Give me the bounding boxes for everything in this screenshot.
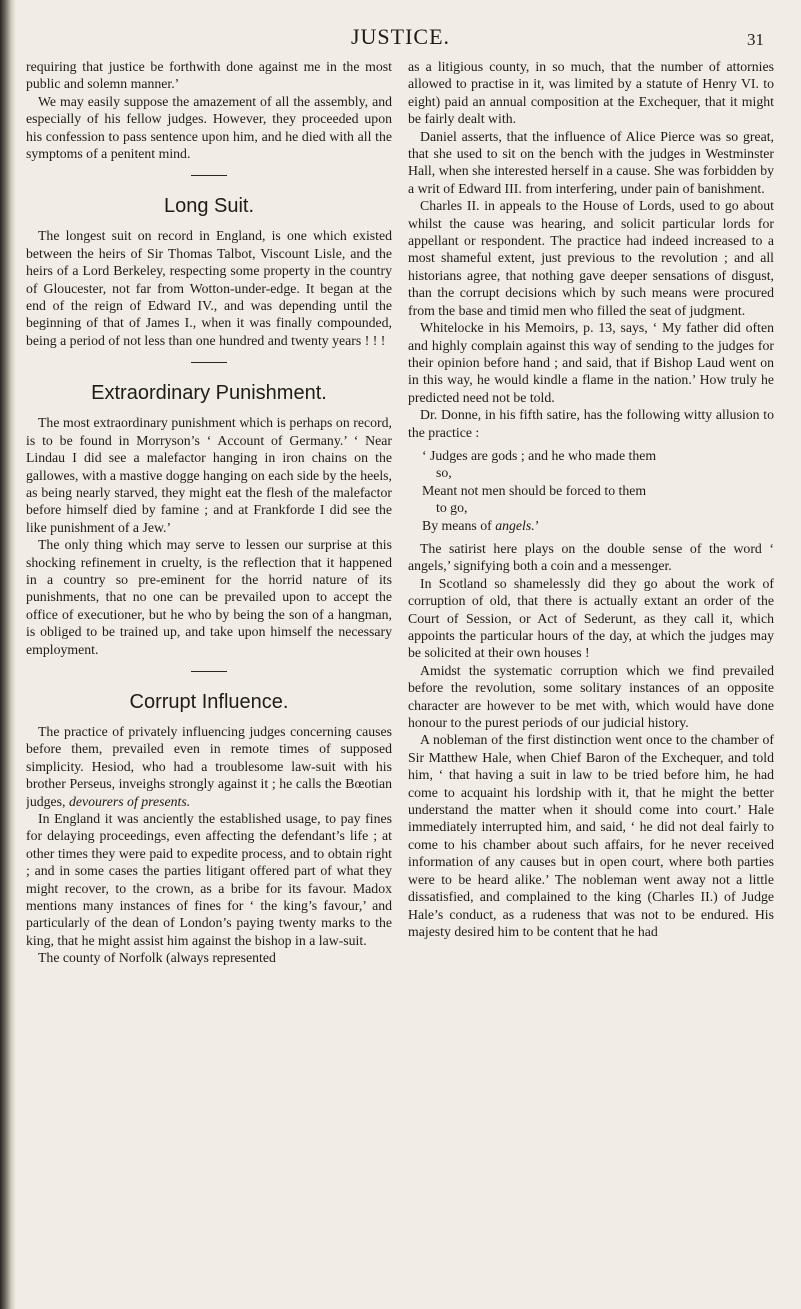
- paragraph: In Scotland so shamelessly did they go about the work of corruption of old, that there is actually extant an order of the Court of Session, or Act of Sederunt, as they call it, which appoints the particular hours of the day, at which the judges may be solicited at their own houses !: [408, 575, 774, 661]
- left-column: [26, 58, 392, 1298]
- paragraph: Dr. Donne, in his fifth satire, has the following witty allusion to the practice :: [408, 407, 774, 440]
- section-divider: [191, 362, 227, 363]
- section-heading-extraordinary-punishment: Extraordinary Punishment.: [91, 382, 327, 405]
- section-divider: [191, 671, 227, 672]
- paragraph: In England it was anciently the established usage, to pay fines for delaying proceedings, even affecting the defendant’s life ; at other times they were paid to expedite process, and to obtain right ; and in some cases the parties litigant offered part of what they might recover, to the crown, as a bribe for its favour. Madox mentions many instances of fines for ‘ the king’s favour,’ and particularly of the dean of London’s paying twenty marks to the king, that he might assist him against the bishop in a law-suit.: [26, 811, 392, 948]
- paragraph: Whitelocke in his Memoirs, p. 13, says, ‘ My father did often and highly complain against this way of sending to the judges for their opinion before hand ; and said, that if Bishop Laud went on in this way, he would kindle a flame in the nation.’ How truly he predicted need not be told.: [408, 320, 774, 405]
- page-number: 31: [747, 30, 764, 49]
- paragraph-text: The practice of privately influencing judges concerning causes before them, prevailed even in remote times of supposed simplicity. Hesiod, who had a troublesome law-suit with his brother Perseus, inveighs strongly against it ; he calls the Bœotian judges,: [26, 723, 392, 809]
- paragraph: The most extraordinary punishment which is perhaps on record, is to be found in Morryson’s ‘ Account of Germany.’ ‘ Near Lindau I did see a malefactor hanging in iron chains on the gallowes, with a mastive dogge hanging on each side by the heels, as being nearly starved, they might eat the flesh of the malefactor before himself died by famine ; and at Frankforde I did see the like punishment of a Jew.’: [26, 415, 392, 535]
- italic-phrase: devourers of presents.: [68, 793, 191, 809]
- paragraph: as a litigious county, in so much, that the number of attornies allowed to practise in it, was limited by a statute of Henry VI. to eight) paid an annual composition at the Exchequer, that it might be fairly dealt with.: [408, 59, 774, 127]
- verse-quotation: [422, 447, 774, 534]
- verse-line: [422, 517, 774, 534]
- closing-quote: ’: [534, 517, 540, 533]
- running-head: JUSTICE.: [350, 24, 451, 49]
- section-heading-long-suit: Long Suit.: [163, 195, 255, 218]
- paragraph: Amidst the systematic corruption which we find prevailed before the revolution, some solitary instances of an opposite character are however to be met with, which would have done honour to the purest periods of our judicial history.: [408, 662, 774, 731]
- paragraph: The longest suit on record in England, is one which existed between the heirs of Sir Thomas Talbot, Viscount Lisle, and the heirs of a Lord Berkeley, respecting some property in the country of Gloucester, not far from Wotton-under-edge. It began at the end of the reign of Edward IV., and was depending until the beginning of that of James I., when it was finally compounded, being a period of not less than one hundred and twenty years ! ! !: [26, 228, 392, 348]
- paragraph: The county of Norfolk (always represented: [38, 950, 276, 966]
- paragraph: The only thing which may serve to lessen our surprise at this shocking refinement in cruelty, is the reflection that it happened in a country so pre-eminent for the horrid nature of its punishments, that no one can be prevailed upon to accept the office of executioner, but he who by being the son of a hangman, is obliged to be trained up, and take upon himself the necessary employment.: [26, 537, 392, 657]
- paragraph: A nobleman of the first distinction went once to the chamber of Sir Matthew Hale, when Chief Baron of the Exchequer, and told him, ‘ that having a suit in law to be tried before him, he had come to acquaint his lordship with it, that he might the better understand the matter when it should come into court.’ Hale immediately interrupted him, and said, ‘ he did not deal fairly to come to his chamber about such affairs, for he never received information of any causes but in open court, where both parties were to be heard alike.’ The nobleman went away not a little dissatisfied, and complained to the king (Charles II.) of Judge Hale’s conduct, as a rudeness that was not to be endured. His majesty desired him to be content that he had: [408, 732, 774, 939]
- verse-line: so,: [436, 465, 452, 481]
- italic-phrase: angels.: [495, 517, 535, 533]
- verse-text: By means of: [422, 517, 492, 533]
- paragraph: Daniel asserts, that the influence of Alice Pierce was so great, that she used to sit on the bench with the judges in Westminster Hall, when she interested herself in a cause. She was forbidden by a writ of Edward III. from interfering, under pain of banishment.: [408, 128, 774, 196]
- paragraph: Charles II. in appeals to the House of Lords, used to go about whilst the cause was hearing, and solicit particular lords for appellant or respondent. The practice had indeed increased to a most shameful extent, just previous to the revolution ; and all historians agree, that nothing gave deeper sensations of disgust, than the corrupt decisions which by such means were procured from the base and timid men who filled the seat of judgment.: [408, 198, 774, 318]
- paragraph: We may easily suppose the amazement of all the assembly, and especially of his fellow judges. However, they proceeded upon his confession to pass sentence upon him, and he died with all the symptoms of a penitent mind.: [26, 93, 392, 162]
- right-column: [408, 58, 774, 1298]
- verse-line: to go,: [436, 500, 468, 516]
- page-binding-shadow: [0, 0, 16, 1309]
- verse-line: ‘ Judges are gods ; and he who made them: [422, 447, 657, 463]
- paragraph: [26, 723, 392, 810]
- section-heading-corrupt-influence: Corrupt Influence.: [129, 690, 289, 713]
- paragraph: The satirist here plays on the double sense of the word ‘ angels,’ signifying both a coin and a messenger.: [408, 540, 774, 574]
- verse-line: Meant not men should be forced to them: [422, 482, 647, 498]
- section-divider: [191, 175, 227, 176]
- paragraph: requiring that justice be forthwith done against me in the most public and solemn manner.’: [26, 59, 392, 92]
